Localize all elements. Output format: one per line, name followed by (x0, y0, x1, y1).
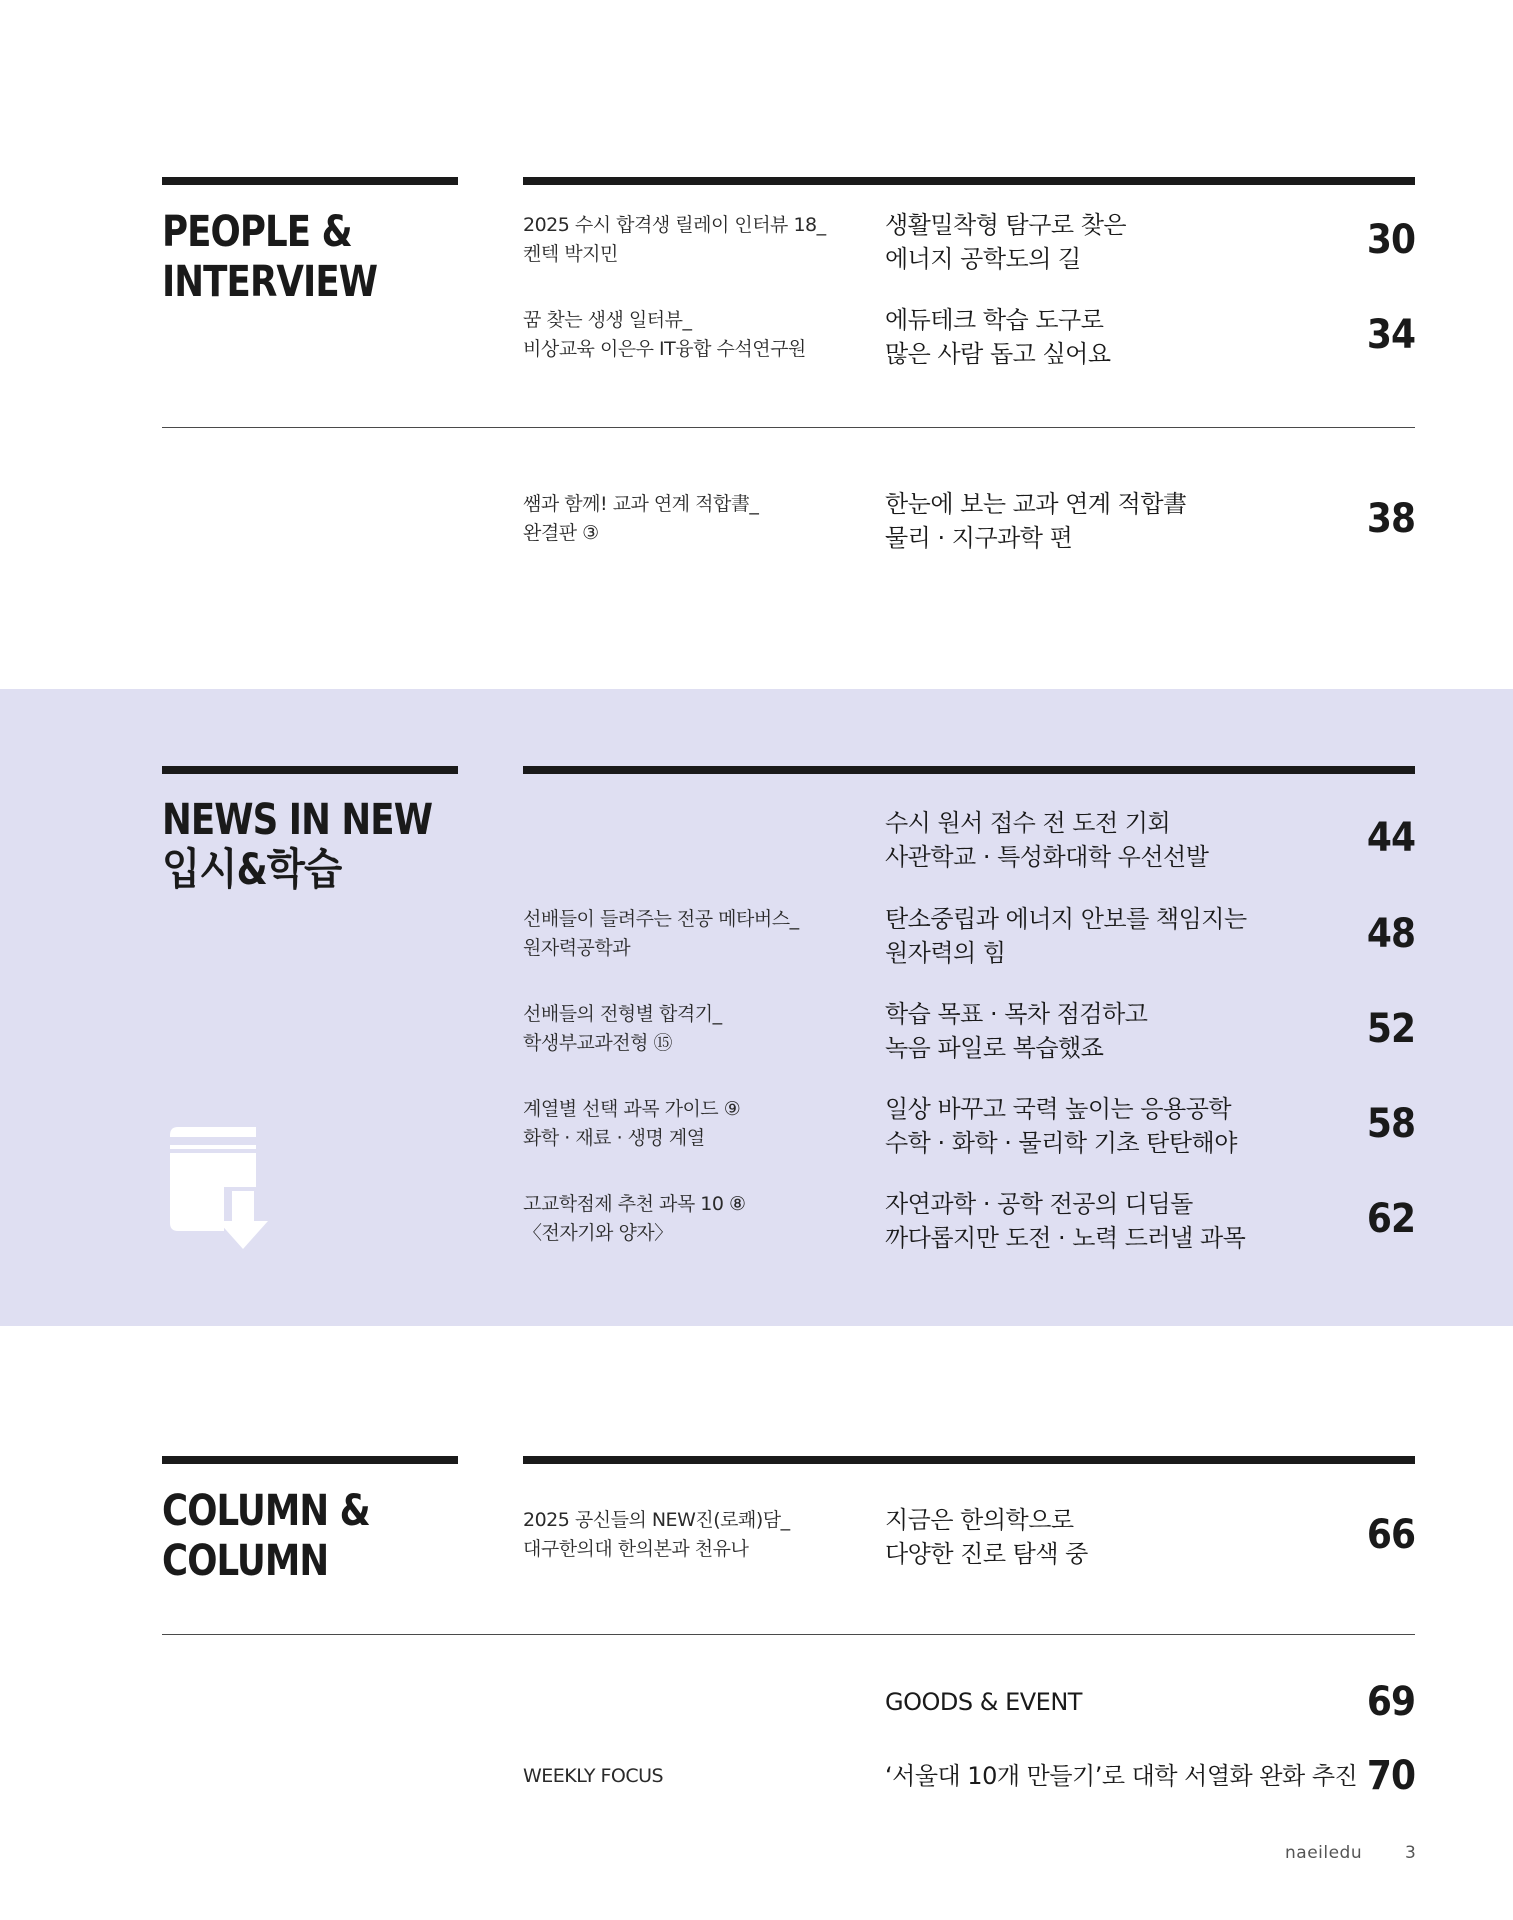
title-line: 한눈에 보는 교과 연계 적합書 (885, 490, 1187, 518)
category-line: 완결판 ③ (523, 522, 599, 544)
news-left-rule (162, 766, 458, 774)
footer-brand: naeiledu (1285, 1843, 1363, 1863)
entry-title (885, 1187, 1335, 1255)
entry-title (885, 902, 1335, 970)
category-line: WEEKLY FOCUS (523, 1765, 664, 1787)
title-line: GOODS & EVENT (885, 1688, 1082, 1716)
title-line: 일상 바꾸고 국력 높이는 응용공학 (885, 1095, 1232, 1123)
entry-page-number: 30 (1366, 217, 1415, 263)
toc-entry[interactable] (523, 1754, 1415, 1798)
category-line: 2025 수시 합격생 릴레이 인터뷰 18_ (523, 214, 826, 236)
heading-line: COLUMN & (162, 1486, 370, 1536)
title-line: 수시 원서 접수 전 도전 기회 (885, 809, 1171, 837)
category-line: 대구한의대 한의본과 천유나 (523, 1538, 749, 1560)
entry-category (523, 1190, 863, 1248)
entry-category (523, 490, 863, 548)
category-line: 계열별 선택 과목 가이드 ⑨ (523, 1098, 741, 1120)
heading-line: PEOPLE & (162, 207, 352, 257)
footer-page-number: 3 (1405, 1843, 1416, 1863)
entry-title (885, 1092, 1335, 1160)
title-line: 학습 목표 · 목차 점검하고 (885, 1000, 1148, 1028)
entry-category (523, 1762, 863, 1791)
category-line: 고교학점제 추천 과목 10 ⑧ (523, 1193, 746, 1215)
entry-title (885, 806, 1335, 874)
title-line: 까다롭지만 도전 · 노력 드러낼 과목 (885, 1224, 1246, 1252)
category-line: 쌤과 함께! 교과 연계 적합書_ (523, 493, 759, 515)
heading-line: 입시&학습 (162, 845, 342, 895)
title-line: 많은 사람 돕고 싶어요 (885, 340, 1111, 368)
entry-page-number: 62 (1366, 1196, 1415, 1242)
category-line: 〈전자기와 양자〉 (523, 1222, 673, 1244)
entry-page-number: 38 (1366, 496, 1415, 542)
toc-entry[interactable] (523, 208, 1415, 278)
entry-page-number: 66 (1366, 1512, 1415, 1558)
entry-page-number: 70 (1366, 1753, 1415, 1799)
entry-category (523, 211, 863, 269)
entry-category (523, 1095, 863, 1153)
section-heading-news (162, 795, 432, 895)
category-line: 꿈 찾는 생생 일터뷰_ (523, 309, 692, 331)
category-line: 학생부교과전형 ⑮ (523, 1032, 673, 1054)
news-right-rule (523, 766, 1415, 774)
toc-entry[interactable] (523, 303, 1415, 373)
title-line: 사관학교 · 특성화대학 우선선발 (885, 843, 1209, 871)
entry-category (523, 306, 863, 364)
title-line: 원자력의 힘 (885, 939, 1006, 967)
people-right-rule (523, 177, 1415, 185)
toc-entry[interactable] (523, 997, 1415, 1067)
entry-category (523, 1000, 863, 1058)
title-line: 물리 · 지구과학 편 (885, 524, 1073, 552)
category-line: 선배들이 들려주는 전공 메타버스_ (523, 908, 799, 930)
book-download-icon (162, 1125, 287, 1253)
title-line: 탄소중립과 에너지 안보를 책임지는 (885, 905, 1247, 933)
toc-entry[interactable] (523, 1187, 1415, 1257)
section-heading-column (162, 1486, 370, 1586)
column-left-rule (162, 1456, 458, 1464)
title-line: 에너지 공학도의 길 (885, 245, 1081, 273)
title-line: 수학 · 화학 · 물리학 기초 탄탄해야 (885, 1129, 1237, 1157)
title-line: ‘서울대 10개 만들기’로 대학 서열화 완화 추진 (885, 1762, 1358, 1790)
heading-line: COLUMN (162, 1536, 329, 1586)
entry-page-number: 69 (1366, 1679, 1415, 1725)
heading-line: INTERVIEW (162, 257, 378, 307)
category-line: 원자력공학과 (523, 937, 631, 959)
column-divider (162, 1634, 1415, 1635)
entry-category (523, 905, 863, 963)
entry-page-number: 48 (1366, 911, 1415, 957)
toc-entry[interactable] (523, 487, 1415, 557)
category-line: 선배들의 전형별 합격기_ (523, 1003, 722, 1025)
heading-line: NEWS IN NEW (162, 795, 433, 845)
entry-page-number: 34 (1366, 312, 1415, 358)
category-line: 켄텍 박지민 (523, 243, 618, 265)
section-heading-people (162, 207, 377, 307)
entry-title (885, 208, 1335, 276)
toc-entry[interactable] (523, 1092, 1415, 1162)
category-line: 2025 공신들의 NEW진(로쾌)담_ (523, 1509, 790, 1531)
entry-page-number: 58 (1366, 1101, 1415, 1147)
entry-category (523, 1506, 863, 1564)
title-line: 에듀테크 학습 도구로 (885, 306, 1104, 334)
title-line: 녹음 파일로 복습했죠 (885, 1034, 1104, 1062)
entry-page-number: 44 (1366, 815, 1415, 861)
title-line: 지금은 한의학으로 (885, 1506, 1074, 1534)
category-line: 화학 · 재료 · 생명 계열 (523, 1127, 705, 1149)
title-line: 자연과학 · 공학 전공의 디딤돌 (885, 1190, 1193, 1218)
entry-page-number: 52 (1366, 1006, 1415, 1052)
entry-title (885, 303, 1335, 371)
entry-title (885, 997, 1335, 1065)
toc-entry[interactable] (523, 806, 1415, 876)
entry-title (885, 487, 1335, 555)
category-line: 비상교육 이은우 IT융합 수석연구원 (523, 338, 806, 360)
title-line: 다양한 진로 탐색 중 (885, 1540, 1088, 1568)
toc-entry[interactable] (523, 1503, 1415, 1573)
entry-title (885, 1503, 1335, 1571)
entry-title (885, 1685, 1335, 1719)
people-divider (162, 427, 1415, 428)
toc-entry[interactable] (523, 902, 1415, 972)
column-right-rule (523, 1456, 1415, 1464)
people-left-rule (162, 177, 458, 185)
toc-entry[interactable] (523, 1680, 1415, 1724)
title-line: 생활밀착형 탐구로 찾은 (885, 211, 1127, 239)
